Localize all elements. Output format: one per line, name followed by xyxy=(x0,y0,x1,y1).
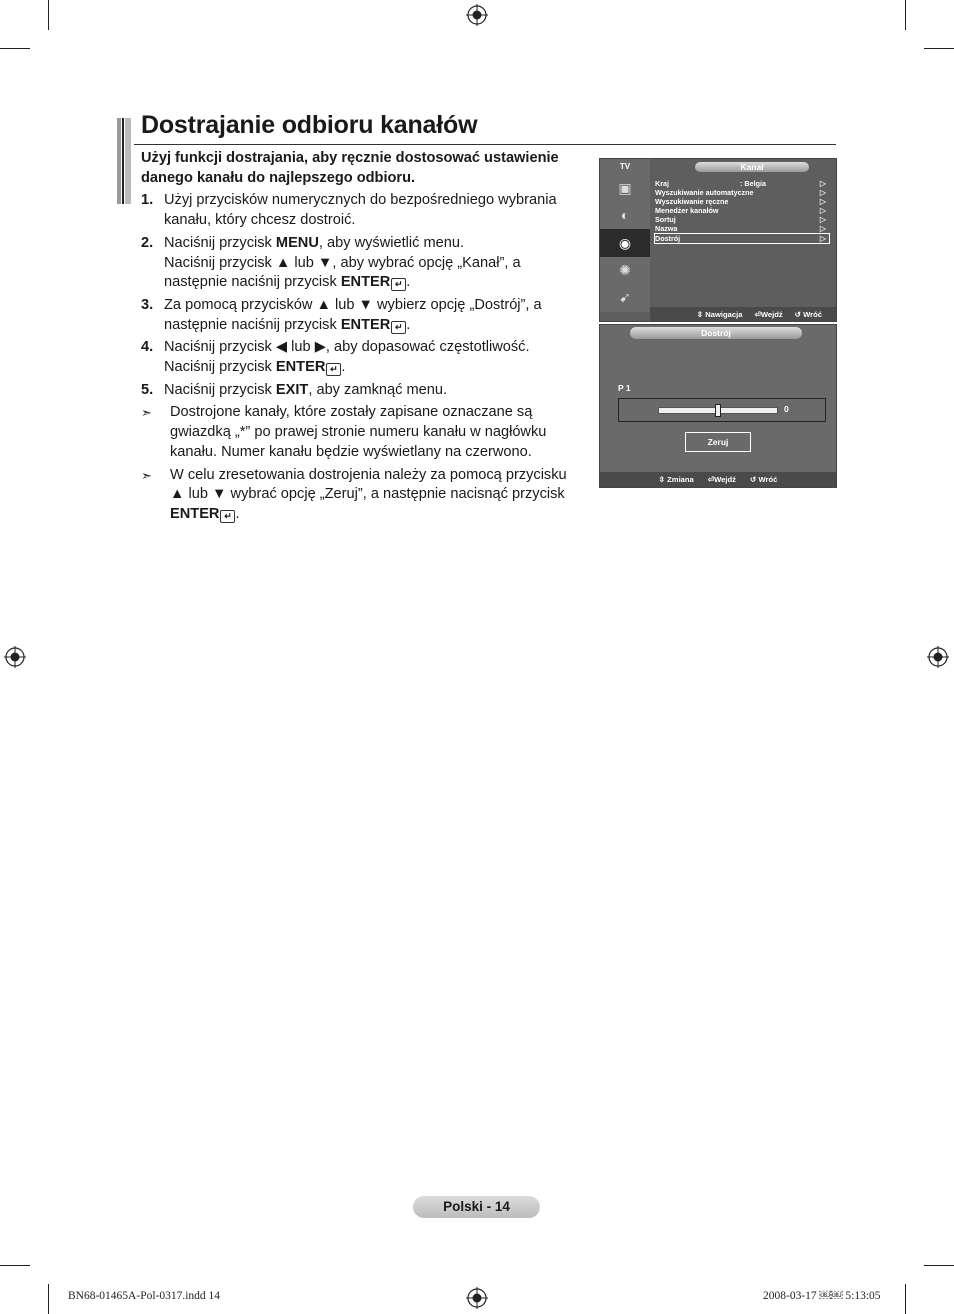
program-number: P 1 xyxy=(618,383,631,393)
step-text: Za pomocą przycisków ▲ lub ▼ wybierz opcję „Dostrój”, a następnie naciśnij przycisk xyxy=(164,296,542,333)
osd-sidebar xyxy=(600,159,650,312)
note-text: Dostrojone kanały, które zostały zapisane oznaczane są gwiazdką „*” po prawej stronie numeru kanału w nagłówku kanału. Numer kanału będzie wyświetlany na czerwono. xyxy=(170,404,547,460)
step-number: 1. xyxy=(141,192,154,209)
channel-menu-list xyxy=(655,179,829,243)
menu-item-channel-manager[interactable] xyxy=(655,206,829,215)
footer-timestamp: 2008-03-17 ￼￼ 5:13:05 xyxy=(763,1290,881,1302)
osd-footer xyxy=(600,472,836,487)
osd-header: Dostrój xyxy=(630,327,802,339)
menu-item-name[interactable] xyxy=(655,224,829,233)
title-rule xyxy=(134,144,836,145)
chevron-right-icon: ▷ xyxy=(819,215,826,225)
step-3: 3. Za pomocą przycisków ▲ lub ▼ wybierz opcję „Dostrój”, a następnie naciśnij przycisk ENTER ↵ . xyxy=(141,296,542,333)
slider-thumb[interactable] xyxy=(715,404,721,417)
channel-icon[interactable]: ◉ xyxy=(600,229,650,257)
footer-nav xyxy=(697,310,743,319)
crop-mark xyxy=(905,0,906,30)
intro-text: Użyj funkcji dostrajania, aby ręcznie dostosować ustawienie danego kanału do najlepszego odbioru. xyxy=(141,150,559,186)
key-label: ENTER xyxy=(275,359,326,376)
note-2: ➣ W celu zresetowania dostrojenia należy za pomocą przycisku ▲ lub ▼ wybrać opcję „Zeruj”, a następnie nacisnąć przycisk ENTER ↵ . xyxy=(141,466,567,522)
menu-item-label: Kraj xyxy=(655,179,669,188)
step-1 xyxy=(141,191,581,230)
footer-move xyxy=(659,475,694,484)
slider-value: 0 xyxy=(784,404,789,414)
crop-mark xyxy=(48,0,49,30)
return-icon: ↺ xyxy=(794,309,802,319)
crop-mark xyxy=(924,48,954,49)
step-4: 4. Naciśnij przycisk ◀ lub ▶, aby dopasować częstotliwość. Naciśnij przycisk ENTER ↵ . xyxy=(141,339,530,376)
menu-item-label: Wyszukiwanie automatyczne xyxy=(655,188,754,198)
footer-back xyxy=(750,475,777,484)
footer-enter xyxy=(754,310,782,319)
step-number: 5. xyxy=(141,381,154,398)
step-text: Naciśnij przycisk xyxy=(164,381,276,398)
step-text: Naciśnij przycisk ◀ lub ▶, aby dopasować częstotliwość. xyxy=(164,339,530,356)
crop-mark xyxy=(0,48,30,49)
step-2: 2. Naciśnij przycisk MENU, aby wyświetlić menu. Naciśnij przycisk ▲ lub ▼, aby wybrać opcję „Kanał”, a następnie naciśnij przycisk ENTER ↵ . xyxy=(141,234,521,291)
chevron-right-icon: ▷ xyxy=(819,233,826,243)
key-label: ENTER xyxy=(340,274,391,291)
tv-label: TV xyxy=(619,162,631,171)
crop-mark xyxy=(48,1284,49,1314)
chevron-right-icon: ▷ xyxy=(819,179,826,188)
enter-icon: ⏎ xyxy=(707,475,715,484)
footer-file-info: BN68-01465A-Pol-0317.indd 14 xyxy=(68,1290,221,1302)
note-arrow-icon: ➣ xyxy=(141,467,152,483)
step-text: , aby wyświetlić menu. xyxy=(318,234,465,251)
up-down-icon: ⇳ xyxy=(658,475,666,484)
footer-enter-label: Wejdź xyxy=(714,475,736,484)
crop-mark xyxy=(0,1265,30,1266)
title-accent-bars xyxy=(117,118,133,204)
osd-footer xyxy=(650,307,836,321)
osd-channel-menu xyxy=(599,158,837,322)
footer-back-label: Wróć xyxy=(803,309,822,319)
note-1 xyxy=(141,403,581,462)
step-text: Naciśnij przycisk xyxy=(164,234,276,251)
registration-mark-icon xyxy=(927,646,949,668)
crop-mark xyxy=(924,1265,954,1266)
chevron-right-icon: ▷ xyxy=(819,224,826,234)
menu-item-manual-search[interactable] xyxy=(655,197,829,206)
footer-nav-label: Nawigacja xyxy=(705,309,743,319)
step-number: 4. xyxy=(141,339,154,356)
menu-item-label: Wyszukiwanie ręczne xyxy=(655,197,729,207)
footer-enter-label: Wejdź xyxy=(760,309,783,319)
enter-icon: ↵ xyxy=(391,321,406,334)
registration-mark-icon xyxy=(466,4,488,26)
key-label: ENTER xyxy=(170,505,220,522)
registration-mark-icon xyxy=(4,646,26,668)
step-text: Naciśnij przycisk xyxy=(164,359,276,376)
osd-header: Kanał xyxy=(695,162,809,172)
menu-item-fine-tune[interactable] xyxy=(655,234,829,243)
registration-mark-icon xyxy=(466,1287,488,1309)
osd-fine-tune xyxy=(599,324,837,488)
footer-back xyxy=(795,310,822,319)
footer-move-label: Zmiana xyxy=(667,475,694,484)
step-number: 2. xyxy=(141,234,154,251)
fine-tune-slider[interactable] xyxy=(658,407,778,414)
menu-item-sort[interactable] xyxy=(655,215,829,224)
crop-mark xyxy=(905,1284,906,1314)
enter-icon: ↵ xyxy=(391,278,406,291)
up-down-icon: ⇳ xyxy=(696,309,704,319)
enter-icon: ↵ xyxy=(326,363,341,376)
note-arrow-icon: ➣ xyxy=(141,405,152,421)
reset-button[interactable]: Zeruj xyxy=(685,432,751,452)
step-5 xyxy=(141,381,581,401)
step-text: Naciśnij przycisk ▲ lub ▼, aby wybrać opcję „Kanał”, a następnie naciśnij przycisk xyxy=(164,254,521,291)
instructions xyxy=(141,149,581,528)
chevron-right-icon: ▷ xyxy=(819,206,826,216)
menu-item-auto-search[interactable] xyxy=(655,188,829,197)
key-label: MENU xyxy=(275,234,319,251)
page-title: Dostrajanie odbioru kanałów xyxy=(141,111,478,139)
fine-tune-slider-box xyxy=(618,398,826,422)
note-text: W celu zresetowania dostrojenia należy za pomocą przycisku ▲ lub ▼ wybrać opcję „Zeruj”, a następnie nacisnąć przycisk xyxy=(170,466,567,503)
menu-item-kraj[interactable] xyxy=(655,179,829,188)
input-icon[interactable]: ➹ xyxy=(619,288,631,305)
menu-item-label: Menedżer kanałów xyxy=(655,206,719,216)
key-label: EXIT xyxy=(275,381,309,398)
page-number-badge: Polski - 14 xyxy=(413,1196,540,1218)
footer-back-label: Wróć xyxy=(758,475,778,484)
step-number: 3. xyxy=(141,296,154,313)
step-text: Użyj przycisków numerycznych do bezpośredniego wybrania kanału, który chcesz dostroić. xyxy=(164,192,557,229)
chevron-right-icon: ▷ xyxy=(819,188,826,198)
step-text: , aby zamknąć menu. xyxy=(308,381,448,398)
menu-item-value: : Belgia xyxy=(740,179,766,188)
menu-item-label: Dostrój xyxy=(655,233,681,243)
chevron-right-icon: ▷ xyxy=(819,197,826,207)
key-label: ENTER xyxy=(340,316,391,333)
menu-item-label: Nazwa xyxy=(655,224,678,234)
setup-icon[interactable]: ✺ xyxy=(619,261,631,278)
sound-icon[interactable]: ◐ xyxy=(620,207,630,223)
picture-icon[interactable]: ▣ xyxy=(618,179,632,196)
enter-icon: ↵ xyxy=(220,510,235,523)
enter-icon: ⏎ xyxy=(754,309,761,319)
return-icon: ↺ xyxy=(749,475,757,484)
footer-enter xyxy=(708,475,736,484)
menu-item-label: Sortuj xyxy=(655,215,676,225)
